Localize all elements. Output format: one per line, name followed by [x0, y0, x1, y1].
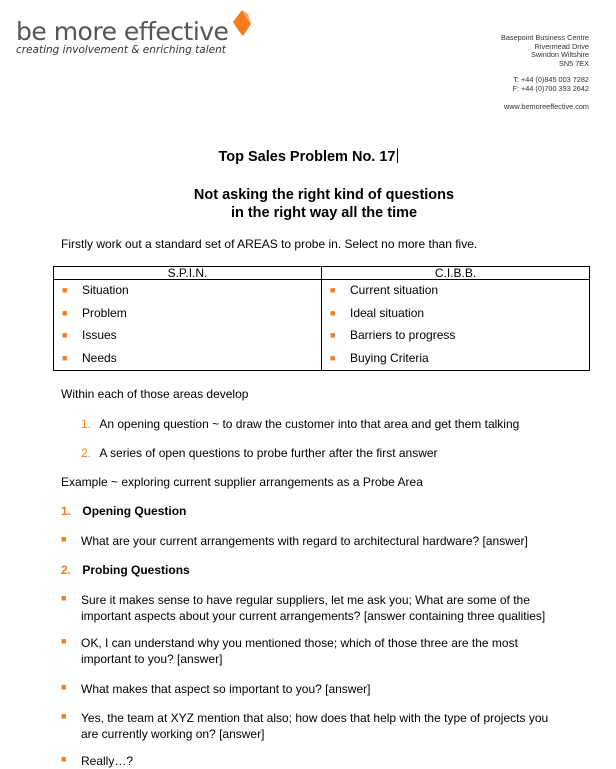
list-item: ■ Current situation: [322, 280, 589, 303]
logo-mark-icon: [230, 8, 252, 36]
list-item: ■ Buying Criteria: [322, 348, 589, 371]
list-item: Yes, the team at XYZ mention that also; how does that help with the type of projects you are currently working on? [answer]: [81, 711, 549, 741]
list-item: OK, I can understand why you mentioned those; which of those three are the most important to you? [answer]: [81, 636, 518, 666]
section-heading: 1. Opening Question: [61, 504, 187, 518]
company-address: [501, 34, 589, 111]
page-title: [0, 148, 616, 165]
list-item: What makes that aspect so important to you? [answer]: [81, 682, 371, 696]
bullet-icon: ■: [330, 285, 336, 295]
cibb-column: [322, 280, 590, 371]
list-item: ■ Problem: [54, 303, 321, 326]
list-item: Really…?: [81, 754, 134, 768]
logo: [16, 18, 252, 56]
bullet-icon: ■: [62, 330, 68, 340]
list-item: ■ Situation: [54, 280, 321, 303]
list-item: ■ Ideal situation: [322, 303, 589, 326]
bullet-icon: ■: [330, 330, 336, 340]
fax: F: +44 (0)700 393 2642: [512, 83, 589, 93]
list-item: What are your current arrangements with regard to architectural hardware? [answer]: [81, 534, 528, 548]
bullet-icon: ■: [330, 352, 336, 363]
table-header-cibb: C.I.B.B.: [322, 267, 590, 280]
section-heading: 2. Probing Questions: [61, 563, 190, 577]
bullet-icon: ■: [62, 307, 68, 318]
list-item: ■ Issues: [54, 325, 321, 348]
page-title-text: Top Sales Problem No. 17: [218, 149, 396, 165]
address-line: Swindon Wiltshire: [531, 50, 589, 60]
list-item: ■ Barriers to progress: [322, 325, 589, 348]
bullet-icon: ■: [62, 352, 68, 363]
numbered-item: 1. An opening question ~ to draw the customer into that area and get them talking: [81, 417, 520, 431]
spin-column: [54, 280, 322, 371]
logo-title: [16, 18, 252, 46]
bullet-icon: ■: [61, 711, 67, 721]
bullet-icon: ■: [61, 534, 67, 544]
bullet-icon: ■: [61, 682, 67, 692]
numbered-item: 2. A series of open questions to probe further after the first answer: [81, 446, 438, 460]
bullet-icon: ■: [61, 593, 67, 603]
subtitle-line: in the right way all the time: [230, 205, 418, 221]
logo-text: be more effective: [16, 17, 229, 46]
list-item: ■ Needs: [54, 348, 321, 371]
text-cursor: [397, 148, 398, 163]
subtitle-line: Not asking the right kind of questions: [193, 187, 455, 203]
example-text: Example ~ exploring current supplier arrangements as a Probe Area: [61, 475, 423, 489]
page-subtitle: [0, 186, 616, 222]
logo-tagline: creating involvement & enriching talent: [16, 44, 226, 56]
bullet-icon: ■: [61, 754, 67, 764]
intro-text: Firstly work out a standard set of AREAS to probe in. Select no more than five.: [61, 237, 478, 251]
bullet-icon: ■: [330, 307, 336, 318]
address-line: Rivermead Drive: [534, 41, 589, 51]
bullet-icon: ■: [61, 636, 67, 646]
address-line: SN5 7EX: [558, 58, 589, 68]
bullet-icon: ■: [62, 285, 68, 295]
list-item: Sure it makes sense to have regular suppliers, let me ask you; What are some of the important aspects about your current arrangements? [answer containing three qualities]: [81, 593, 546, 623]
address-line: Basepoint Business Centre: [500, 33, 589, 42]
website-link[interactable]: www.bemoreeffective.com: [503, 101, 589, 111]
table-header-spin: S.P.I.N.: [54, 267, 322, 280]
probe-areas-table: [53, 266, 590, 371]
within-text: Within each of those areas develop: [61, 387, 249, 401]
phone: T: +44 (0)845 003 7282: [513, 75, 589, 85]
